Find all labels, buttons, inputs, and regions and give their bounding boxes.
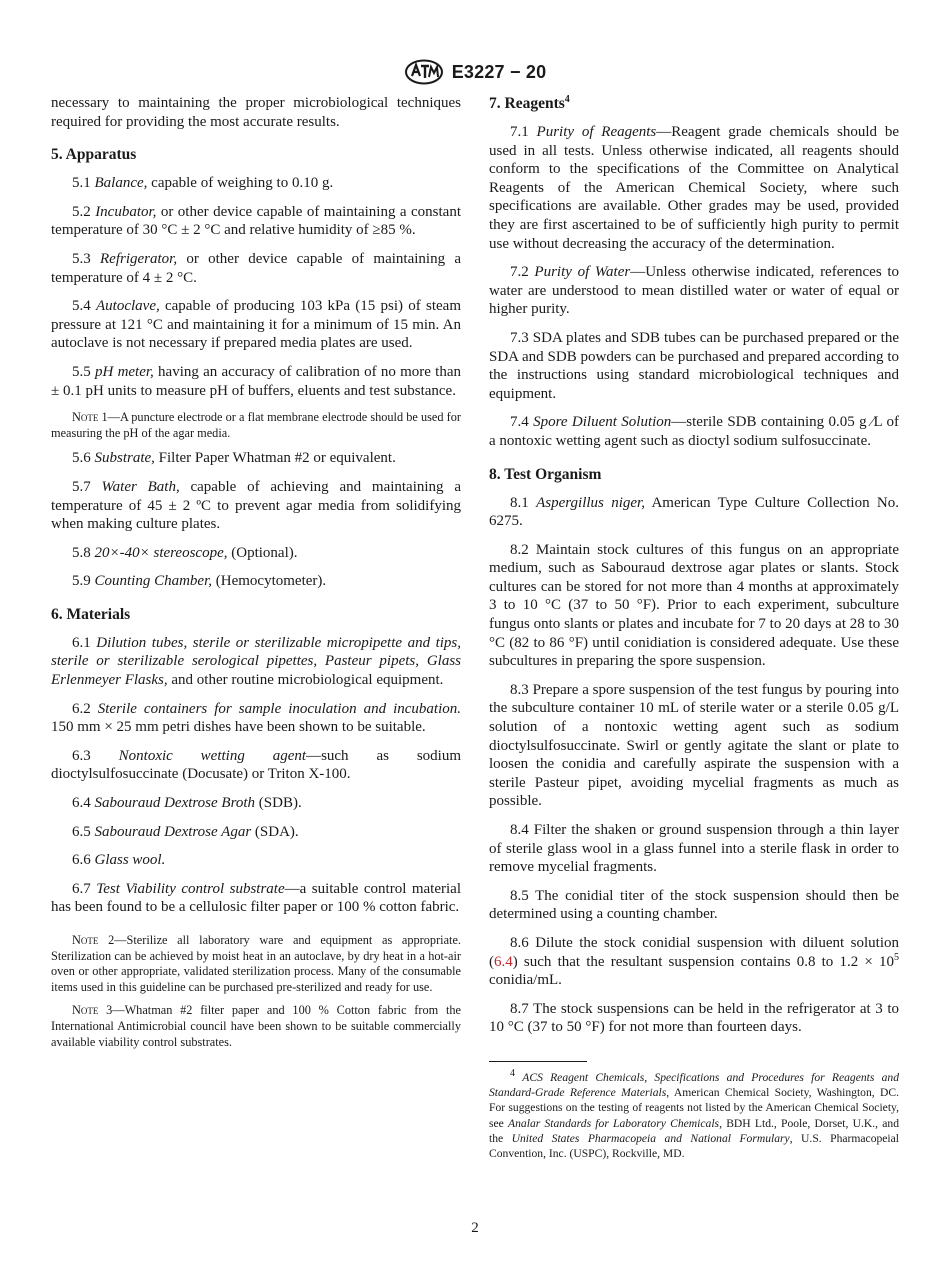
- paragraph-8-6: 8.6 Dilute the stock conidial suspension with diluent solution (6.4) such that the resultant suspension contains 0.8 to $1.2 \times 10^5$ conidia/mL.: [489, 934, 899, 989]
- paragraph-5-3: 5.3 Refrigerator, or other device capable of maintaining a temperature of 4 ± 2 °C.: [51, 250, 462, 286]
- paragraph-6-3: 6.3 Nontoxic wetting agent—such as sodium dioctylsulfosuccinate (Docusate) or Triton X-100.: [51, 747, 461, 783]
- left-column: [51, 94, 461, 1058]
- paragraph-5-1: 5.1 Balance, capable of weighing to 0.10 g.: [72, 175, 334, 192]
- paragraph-6-2: 6.2 Sterile containers for sample inoculation and incubation. 150 mm × 25 mm petri dishes have been shown to be suitable.: [51, 700, 462, 736]
- astm-logo-icon: [404, 59, 444, 85]
- note-3: Note 3—Whatman #2 filter paper and 100 % Cotton fabric from the International Antimicrobial council have been shown to be suitable commercially available viability control substrates.: [51, 1003, 461, 1049]
- paragraph-7-1: 7.1 Purity of Reagents—Reagent grade chemicals should be used in all tests. Unless otherwise indicated, all reagents should conform to the specifications of the Committee on Analytical Reagents of the American Chemical Society, where such specifications are available. Other grades may be used, provided they are first ascertained to be of sufficiently high purity to permit use without decreasing the accuracy of the determination.: [489, 124, 899, 252]
- footnote-4: $^4$ ACS Reagent Chemicals, Specifications and Procedures for Reagents and Standard-Grade Reference Materials, American Chemical Society, Washington, DC. For suggestions on the testing of reagents not listed by the American Chemical Society, see Analar Standards for Laboratory Chemicals, BDH Ltd., Poole, Dorset, U.K., and the United States Pharmacopeia and National Formulary, U.S. Pharmacopeial Convention, Inc. (USPC), Rockville, MD.: [489, 1068, 900, 1160]
- paragraph-6-6: 6.6 Glass wool.: [72, 852, 166, 869]
- paragraph-7-4: 7.4 Spore Diluent Solution—sterile SDB containing 0.05 g ⁄L of a nontoxic wetting agent such as dioctyl sodium sulfosuccinate.: [489, 414, 899, 449]
- paragraph-5-2: 5.2 Incubator, or other device capable of maintaining a constant temperature of 30 °C ± 2 °C and relative humidity of ≥85 %.: [51, 203, 461, 239]
- paragraph-7-3: 7.3 SDA plates and SDB tubes can be purchased prepared or the SDA and SDB powders can be purchased and prepared according to the instructions using standard microbiological techniques and equipment.: [489, 329, 899, 402]
- section-8-heading: 8. Test Organism: [489, 465, 602, 483]
- paragraph-5-5: 5.5 pH meter, having an accuracy of calibration of no more than ± 0.1 pH units to measure pH of buffers, eluents and test substance.: [51, 363, 462, 399]
- paragraph-6-4: 6.4 Sabouraud Dextrose Broth (SDB).: [72, 795, 302, 812]
- note-2: Note 2—Sterilize all laboratory ware and equipment as appropriate. Sterilization can be achieved by moist heat in an autoclave, by dry heat in a hot-air oven or other appropriate, validated sterilization process. Many of the consumable items used in this guideline can be purchased pre-sterilized and ready for use.: [51, 933, 461, 994]
- section-link-6-4[interactable]: 6.4: [494, 953, 513, 970]
- paragraph-5-6: 5.6 Substrate, Filter Paper Whatman #2 or equivalent.: [72, 450, 396, 467]
- paragraph-8-7: 8.7 The stock suspensions can be held in the refrigerator at 3 to 10 °C (37 to 50 °F) for not more than fourteen days.: [489, 1000, 899, 1036]
- note-1: Note 1—A puncture electrode or a flat membrane electrode should be used for measuring the pH of the agar media.: [51, 410, 461, 440]
- section-7-heading: 7. Reagents$^4$: [489, 93, 570, 112]
- paragraph-8-5: 8.5 The conidial titer of the stock suspension should then be determined using a counting chamber.: [489, 887, 899, 923]
- paragraph-8-2: 8.2 Maintain stock cultures of this fungus on an appropriate medium, such as Sabouraud dextrose agar plates or slants. Stock cultures can be stored for not more than 4 months at approximately 3 to 10 °C (37 to 50 °F). Prior to each experiment, subculture fungus onto slants or plates and incubate for 7 to 20 days at 28 to 30 °C (82 to 86 °F) until conidiation is considered adequate. Use these subcultures in preparing the spore suspension.: [489, 541, 899, 670]
- section-6-heading: 6. Materials: [51, 605, 131, 623]
- page-number: 2: [471, 1220, 479, 1236]
- paragraph-8-1: 8.1 Aspergillus niger, American Type Culture Collection No. 6275.: [489, 494, 900, 530]
- section-5-heading: 5. Apparatus: [51, 146, 137, 164]
- paragraph-5-8: 5.8 20×-40× stereoscope, (Optional).: [72, 544, 298, 561]
- paragraph-5-7: 5.7 Water Bath, capable of achieving and maintaining a temperature of 45 ± 2 ºC to prevent agar media from solidifying when making culture plates.: [51, 478, 461, 533]
- footnote-divider: [489, 1061, 587, 1062]
- paragraph-8-4: 8.4 Filter the shaken or ground suspension through a thin layer of sterile glass wool in a glass funnel into a sterile flask in order to remove mycelial fragments.: [489, 822, 899, 876]
- intro-text: necessary to maintaining the proper microbiological techniques required for providing the most accurate results.: [51, 95, 461, 130]
- document-id: E3227 − 20: [451, 61, 547, 82]
- paragraph-5-9: 5.9 Counting Chamber, (Hemocytometer).: [72, 573, 327, 590]
- paragraph-6-1: 6.1 Dilution tubes, sterile or sterilizable micropipette and tips, sterile or sterilizable serological pipettes, Pasteur pipets, Glass Erlenmeyer Flasks, and other routine microbiological equipment.: [51, 634, 462, 689]
- paragraph-7-2: 7.2 Purity of Water—Unless otherwise indicated, references to water are understood to mean distilled water or water of equal or higher purity.: [489, 264, 900, 318]
- footnote-ref-4[interactable]: 4: [564, 93, 570, 105]
- paragraph-6-5: 6.5 Sabouraud Dextrose Agar (SDA).: [72, 823, 299, 840]
- right-column: [489, 94, 899, 1161]
- paragraph-8-3: 8.3 Prepare a spore suspension of the test fungus by pouring into the subculture container 10 mL of sterile water or a sterile 0.05 g/L solution of a nontoxic wetting agent such as sodium dioctylsulfosuccinate. Swirl or gently agitate the slant or plate to loosen the conidia and carefully aspirate the suspension with a sterile Pasteur pipet, avoiding mycelial fragments as much as possible.: [489, 681, 900, 810]
- paragraph-5-4: 5.4 Autoclave, capable of producing 103 kPa (15 psi) of steam pressure at 121 °C and maintaining it for a minimum of 15 min. An autoclave is not necessary if prepared media plates are used.: [51, 298, 462, 352]
- page-header: [0, 58, 950, 86]
- paragraph-6-7: 6.7 Test Viability control substrate—a suitable control material has been found to be a cellulosic filter paper or 100 % cotton fabric.: [51, 880, 461, 916]
